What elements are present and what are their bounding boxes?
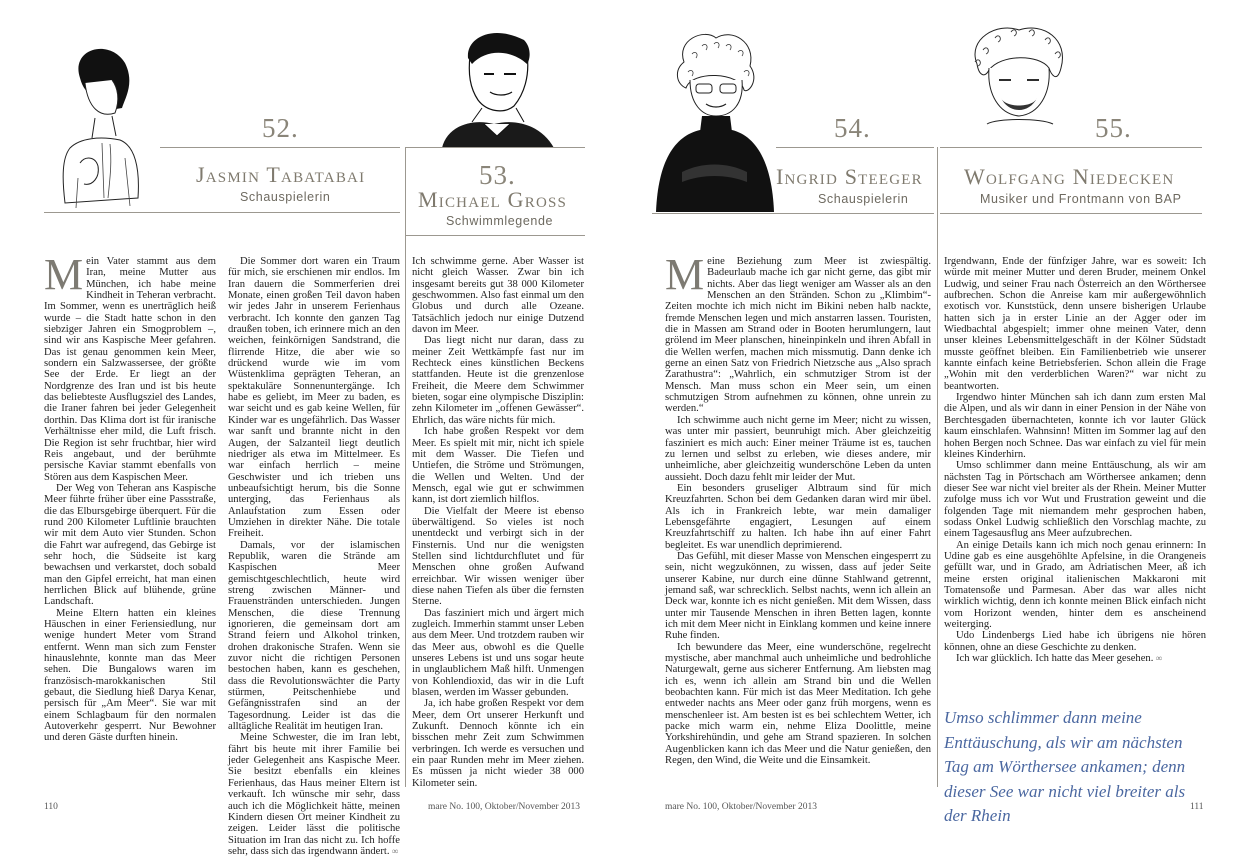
rule-54-bottom (652, 213, 934, 214)
author-name-ingrid-steeger: Ingrid Steeger (776, 164, 923, 189)
rule-55-bottom (940, 213, 1202, 214)
paragraph: Ein besonders gruseliger Albtraum sind für mich Kreuzfahrten. Schon bei dem Gedanken daran wird mir übel. Als ich in Frankreich lebte, war mein damaliger Lebensgefährte engagiert, Lesungen auf einem Kreuzfahrtschiff zu halten. Ich habe ihn auf einer Fahrt begleitet. Es war unendlich deprimierend. (665, 482, 931, 551)
rule-54-top (776, 147, 934, 148)
paragraph: Meine Eltern hatten ein kleines Häuschen in einer Feriensiedlung, nur wenige hundert Meter vom Strand entfernt. Wenn man sich zum Fenster hinauslehnte, konnte man das Meer sehen. Die Bungalows waren im französisch-marokkanischen Stil gebaut, die Siedlung hieß Darya Kenar, persisch für „Am Meer“. Sie war mit einem Schlagbaum für den normalen Autoverkehr gesperrt. Nur Bewohner und deren Gäste durften hinein. (44, 607, 216, 744)
paragraph: Ich war glücklich. Ich hatte das Meer gesehen. ∞ (956, 653, 1163, 665)
pull-quote: Umso schlimmer dann meine Enttäuschung, als wir am nächsten Tag am Wörthersee ankamen; denn dieser See war nicht viel breiter als der Rhein (944, 708, 1186, 825)
rule-52-bottom (44, 212, 400, 213)
divider-52-53 (405, 147, 406, 787)
paragraph: Meine Schwester, die im Iran lebt, fährt bis heute mit ihrer Familie bei jeder Gelegenheit ans Kaspische Meer. Sie besitzt ebenfalls ein kleines Ferienhaus, das Haus meiner Eltern ist verkauft. Ich wünsche mir sehr, dass auch ich die Möglichkeit hätte, meinen Kindern diesen Ort meiner Kindheit zu zeigen. Leider lässt die politische Situation im Iran das nicht zu. Ich hoffe sehr, dass sich das irgendwann ändert. ∞ (228, 732, 400, 857)
article-body-jasmin-col1 (44, 250, 216, 788)
paragraph: Das fasziniert mich und ärgert mich zugleich. Immerhin stammt unser Leben aus dem Meer. Und trotzdem rauben wir das Meer aus, obwohl es die Quelle unseres Lebens ist und uns sogar heute in unglaublichem Maß hilft. Unmengen von Kohlendioxid, das wir in die Luft blasen, werden im Wasser gebunden. (412, 607, 584, 699)
rule-52-top (160, 147, 400, 148)
paragraph: Irgendwann, Ende der fünfziger Jahre, war es soweit: Ich würde mit meiner Mutter und deren Bruder, meinem Onkel Ludwig, und seiner Frau nach Österreich an den Wörthersee aufbrechen. Schon die Anreise kam mir außergewöhnlich exotisch vor. Kunststück, denn unsere bisherigen Urlaube hatten sich ja in erster Linie an der Agger oder im Wiedbachtal abgespielt; immer ohne meinen Vater, denn unser kleines Lebensmittelgeschäft in der Kölner Südstadt musste geöffnet bleiben. Ein Familienbetrieb wie unserer kannte einfach keine Betriebsferien. Schon allein die Frage „Wohin mit den verderblichen Waren?“ war nicht zu beantworten. (944, 256, 1206, 392)
end-mark-icon: ∞ (1153, 653, 1163, 664)
paragraph: Ja, ich habe großen Respekt vor dem Meer, dem Ort unserer Herkunft und Zukunft. Dennoch könnte ich ein bisschen mehr Zeit zum Schwimmen verbringen. Ich werde es versuchen und ein paar Runden mehr im Meer ziehen. Es müssen ja nicht wieder 38 000 Kilometer sein. (412, 698, 584, 789)
paragraph: Ich habe großen Respekt vor dem Meer. Es spielt mit mir, nicht ich spiele mit dem Wasser. Die Tiefen und Untiefen, die Ströme und Strömungen, die Wellen und Welten. Und der Mensch, egal wie gut er schwimmen kann, ist dort ziemlich hilflos. (412, 426, 584, 506)
page-number-right: 111 (1190, 802, 1204, 812)
paragraph: Meine Beziehung zum Meer ist zwiespältig. Badeurlaub mache ich gar nicht gerne, das gibt mir nichts. Aber das liegt weniger am Wasser als an den Menschen an den Stränden. Schon zu „Klimbim“-Zeiten mochte ich mich nicht im Bikini neben halb nackte, fremde Menschen legen und mich anstarren lassen. Touristen, die in Massen am Strand oder in Booten herumlungern, laut grölend im Meer planschen, hineinpinkeln und ihren Abfall in die Wellen werfen, machen mich missmutig. Dann denke ich gerne an einen Satz von Friedrich Nietzsche aus „Also sprach Zarathustra“: „Wahrlich, ein schmutziger Strom ist der Mensch. Man muss schon ein Meer sein, um einen schmutzigen Strom aufnehmen zu können, ohne unrein zu werden.“ (665, 250, 931, 415)
paragraph: Ich schwimme gerne. Aber Wasser ist nicht gleich Wasser. Zwar bin ich insgesamt bereits gut 38 000 Kilometer geschwommen. Also fast einmal um den Globus und durch alle Ozeane. Tatsächlich jedoch nur einige Dutzend davon im Meer. (412, 256, 584, 336)
paragraph: Umso schlimmer dann meine Enttäuschung, als wir am nächsten Tag in Pörtschach am Wörthersee ankamen; denn dieser See war nicht viel breiter als der Rhein. Meiner Mutter zufolge muss ich vor Wut und Frustration geweint und die folgenden Tage mit niemandem mehr gesprochen haben, sodass Onkel Ludwig schließlich den Vorschlag machte, zu einem Tagesausflug ans Meer aufzubrechen. (944, 460, 1206, 540)
paragraph: Das liegt nicht nur daran, dass zu meiner Zeit Wettkämpfe fast nur im Rechteck eines künstlichen Beckens stattfanden. Heute ist die grenzenlose Freiheit, die Meere dem Schwimmer bieten, sogar eine olympische Disziplin: zehn Kilometer im „offenen Gewässer“. Ehrlich, das wäre nichts für mich. (412, 335, 584, 426)
paragraph: Die Sommer dort waren ein Traum für mich, sie erschienen mir endlos. Im Iran dauern die Sommerferien drei Monate, einen großen Teil davon haben wir jedes Jahr in unserem Ferienhaus verbracht. Ich konnte den ganzen Tag draußen toben, ich erinnere mich an den weichen, feinkörnigen Sandstrand, die flirrende Hitze, die aber wie so drückend wurde wie im vom Wüstenklima geprägten Teheran, an spektakuläre Sonnenuntergänge. Ich habe es geliebt, im Meer zu baden, es war seicht und es gab keine Wellen, für Kinder war es ungefährlich. Das Wasser war sanft und brannte nicht in den Augen, der Salzanteil liegt deutlich niedriger als etwa im Mittelmeer. Es war einfach herrlich – meine Geschwister und ich trieben uns unbeaufsichtigt herum, bis die Sonne unterging, das Ferienhaus als Anlaufstation zum Essen oder Umziehen in direkter Nähe. Die totale Freiheit. (228, 256, 400, 540)
paragraph: Irgendwo hinter München sah ich dann zum ersten Mal die Alpen, und als wir dann in einer Pension in der Nähe von Berchtesgaden übernachteten, konnte ich vor lauter Glück kaum einschlafen. Wahnsinn! Mitten im Sommer lag auf den hohen Bergen noch Schnee. Das war einfach zu viel für mein kleines Kinderhirn. (944, 392, 1206, 460)
portrait-ingrid-steeger (652, 32, 777, 214)
rule-53-bottom (405, 235, 585, 236)
author-name-michael-gross: Michael Gross (418, 187, 568, 212)
portrait-jasmin-tabatabai (40, 38, 155, 213)
footer-credit-left: mare No. 100, Oktober/November 2013 (428, 802, 580, 812)
paragraph: Ich bewundere das Meer, eine wunderschöne, regelrecht mystische, aber manchmal auch unheimliche und bedrohliche Naturgewalt, gerne aus sicherer Entfernung. Am liebsten mag ich es, wenn ich allein am Strand bin und die Wellen beobachten kann. Für mich ist das Meer Meditation. Ich gehe entweder nachts ans Meer oder ganz früh morgens, wenn es menschenleer ist. Am besten ist es bei schlechtem Wetter, ich packe mich warm ein, nehme Eliza Doolittle, meine Yorkshirehündin, und gehe am Strand spazieren. In solchen Augenblicken kann ich das Meer und die Natur genießen, den Regen, den Wind, die Weite und die Einsamkeit. (665, 641, 931, 767)
paragraph: An einige Details kann ich mich noch genau erinnern: In Udine gab es eine ausgehöhlte Apfelsine, in die Orangeneis gefüllt war, und in Grado, am Adriatischen Meer, aß ich meine ersten original italienischen Makkaroni mit Tomatensoße und Parmesan. Aber das war alles nicht wirklich wichtig, denn ich konnte meinen Blick einfach nicht vom Horizont wenden, hinter dem es anscheinend weiterging. (944, 539, 1206, 630)
article-body-jasmin-col2 (228, 256, 400, 857)
paragraph: Der Weg von Teheran ans Kaspische Meer führte früher über eine Passstraße, die das Elbursgebirge überquert. Für die rund 200 Kilometer Luftlinie brauchten wir mit dem Auto vier Stunden. Schon die Fahrt war aufregend, das Gebirge ist sehr hoch, die Südseite ist karg bewachsen und verkarstet, doch sobald man den Gipfel erreicht, hat man einen herrlichen Blick auf blühende, grüne Landschaft. (44, 482, 216, 608)
end-mark-icon: ∞ (389, 845, 399, 856)
portrait-michael-gross (432, 26, 562, 151)
footer-credit-right: mare No. 100, Oktober/November 2013 (665, 802, 817, 812)
entry-number-54: 54. (834, 113, 871, 143)
portrait-wolfgang-niedecken (957, 24, 1079, 152)
paragraph: Die Vielfalt der Meere ist ebenso überwältigend. So vieles ist noch unentdeckt und verbirgt sich in der Finsternis. Und nur die wenigsten Stellen sind lichtdurchflutet und für Menschen ohne großen Aufwand erreichbar. Wir wissen weniger über diese nahen Tiefen als über die fernsten Sterne. (412, 505, 584, 608)
author-name-wolfgang-niedecken: Wolfgang Niedecken (964, 164, 1175, 189)
entry-number-53: 53. (479, 160, 516, 190)
paragraph: Mein Vater stammt aus dem Iran, meine Mutter aus München, ich habe meine Kindheit in Teheran verbracht. Im Sommer, wenn es unerträglich heiß wurde – die Stadt hatte schon in den siebziger Jahren ein Smogproblem –, sind wir ans Kaspische Meer gefahren. Das ist genau genommen kein Meer, sondern ein Salzwassersee, der größte See der Erde. Er liegt an der Nordgrenze des Iran und ist bis heute das beliebteste Ausflugsziel des Landes, die Iraner fahren bei jeder Gelegenheit dorthin. Das Klima dort ist für iranische Verhältnisse eher mild, die Luft frisch. Die Region ist sehr fruchtbar, hier wird Reis angebaut, und der berühmte persische Kaviar stammt ebenfalls von Stören aus dem Kaspischen Meer. (44, 250, 216, 483)
paragraph: Ich schwimme auch nicht gerne im Meer; nicht zu wissen, was unter mir passiert, beunruhigt mich. Aber gleichzeitig fasziniert es mich auch: Einer meiner Träume ist es, tauchen zu lernen und selbst zu erleben, wie dieses andere, mir unheimliche, aber gleichzeitig wunderschöne Leben da unten aussieht. Doch dazu fehlt mir leider der Mut. (665, 414, 931, 483)
entry-number-52: 52. (262, 113, 299, 143)
article-body-michael (412, 256, 584, 788)
author-role-jasmin-tabatabai: Schauspielerin (240, 190, 331, 204)
author-role-michael-gross: Schwimmlegende (446, 214, 554, 228)
paragraph: Das Gefühl, mit dieser Masse von Menschen eingesperrt zu sein, nicht wegzukönnen, zu wissen, dass auf jeder Seite unserer Kabine, nur durch eine dünne Stahlwand getrennt, jemand saß, war schrecklich. Selbst nachts, wenn ich allein an Deck war, konnte ich es nicht genießen. Mit dem Wissen, dass unter mir Tausende Menschen in ihren Betten lagen, konnte ich mit dem Meer nicht in Einklang kommen und keine innere Ruhe finden. (665, 550, 931, 642)
author-name-jasmin-tabatabai: Jasmin Tabatabai (196, 162, 366, 187)
article-body-ingrid (665, 250, 931, 788)
entry-number-55: 55. (1095, 113, 1132, 143)
page-number-left: 110 (44, 802, 58, 812)
paragraph: Udo Lindenbergs Lied habe ich übrigens nie hören können, ohne an diese Geschichte zu denken. (944, 630, 1206, 653)
rule-55-top (940, 147, 1202, 148)
rule-53-top (405, 147, 585, 148)
divider-54-55 (937, 147, 938, 787)
article-body-wolfgang (944, 256, 1206, 686)
paragraph: Damals, vor der islamischen Republik, waren die Strände am Kaspischen Meer gemischtgeschlechtlich, heute wird streng zwischen Männer- und Frauenstränden unterschieden. Jungen Menschen, die diese Trennung ignorieren, die gemeinsam dort am Strand feiern und Alkohol trinken, drohen drakonische Strafen. Wenn sie zuvor nicht die richtigen Personen bestochen haben, kann es geschehen, dass die Revolutionswächter die Party stürmen, Peitschenhiebe und Gefängnisstrafen sind an der Tagesordnung. Leider ist das die alltägliche Realität im heutigen Iran. (228, 539, 400, 733)
author-role-wolfgang-niedecken: Musiker und Frontmann von BAP (980, 192, 1182, 206)
author-role-ingrid-steeger: Schauspielerin (818, 192, 909, 206)
